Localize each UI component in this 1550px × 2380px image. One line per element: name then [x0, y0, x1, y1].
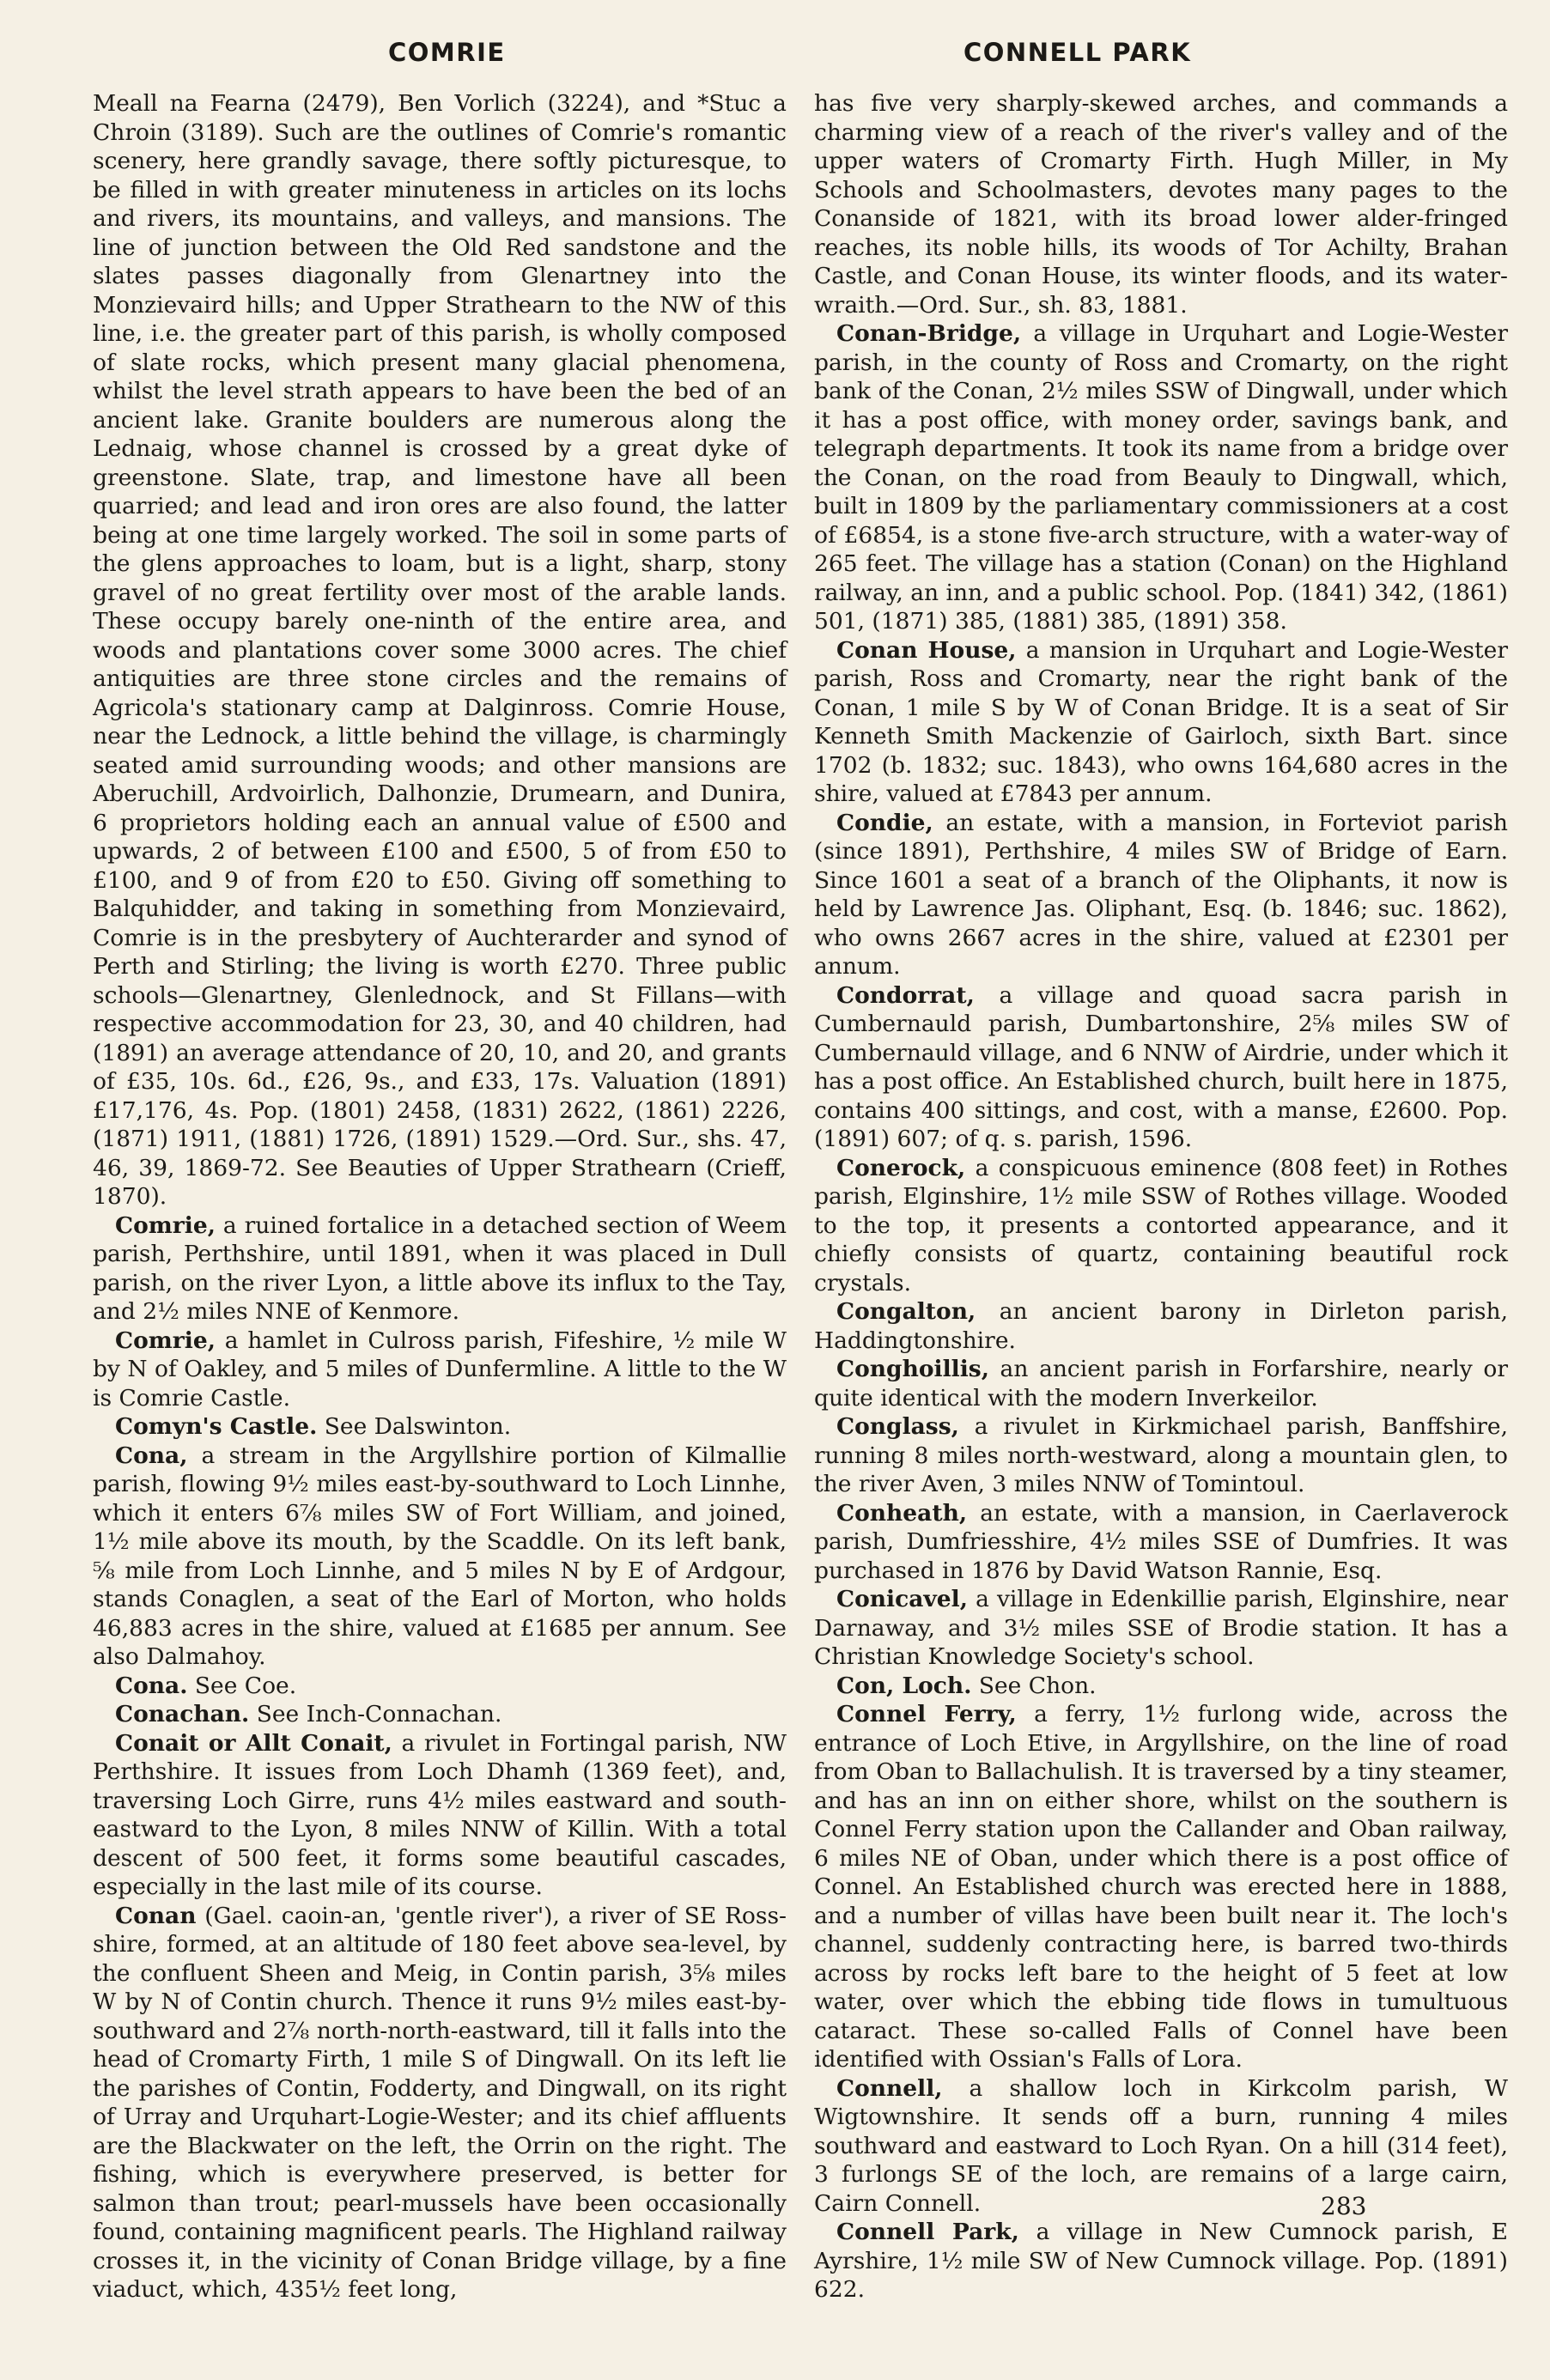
entry-continuation: has five very sharply-skewed arches, and commands a charming view of a reach of the river's valley and of the upper waters of Cromarty Firth. Hugh Miller, in My Schools and Schoolmasters, devotes many pages to the Conanside of 1821, with its broad lower alder-fringed reaches, its noble hills, its woods of Tor Achilty, Brahan Castle, and Conan House, its winter floods, and its water-wraith.—Ord. Sur., sh. 83, 1881.: [814, 90, 1508, 319]
entry-continuation: Meall na Fearna (2479), Ben Vorlich (3224), and *Stuc a Chroin (3189). Such are the outlines of Comrie's romantic scenery, here grandly savage, there softly picturesque, to be filled in with greater minuteness in articles on its lochs and rivers, its mountains, and valleys, and mansions. The line of junction between the Old Red sandstone and the slates passes diagonally from Glenartney into the Monzievaird hills; and Upper Strathearn to the NW of this line, i.e. the greater part of this parish, is wholly composed of slate rocks, which present many glacial phenomena, whilst the level strath appears to have been the bed of an ancient lake. Granite boulders are numerous along the Lednaig, whose channel is crossed by a great dyke of greenstone. Slate, trap, and limestone have all been quarried; and lead and iron ores are also found, the latter being at one time largely worked. The soil in some parts of the glens approaches to loam, but is a light, sharp, stony gravel of no great fertility over most of the arable lands. These occupy barely one-ninth of the entire area, and woods and plantations cover some 3000 acres. The chief antiquities are three stone circles and the remains of Agricola's stationary camp at Dalginross. Comrie House, near the Lednock, a little behind the village, is charmingly seated amid surrounding woods; and other mansions are Aberuchill, Ardvoirlich, Dalhonzie, Drumearn, and Dunira, 6 proprietors holding each an annual value of £500 and upwards, 2 of between £100 and £500, 5 of from £50 to £100, and 9 of from £20 to £50. Giving off something to Balquhidder, and taking in something from Monzievaird, Comrie is in the presbytery of Auchterarder and synod of Perth and Stirling; the living is worth £270. Three public schools—Glenartney, Glenlednock, and St Fillans—with respective accommodation for 23, 30, and 40 children, had (1891) an average attendance of 20, 10, and 20, and grants of £35, 10s. 6d., £26, 9s., and £33, 17s. Valuation (1891) £17,176, 4s. Pop. (1801) 2458, (1831) 2622, (1861) 2226, (1871) 1911, (1881) 1726, (1891) 1529.—Ord. Sur., shs. 47, 46, 39, 1869-72. See Beauties of Upper Strathearn (Crieff, 1870).: [93, 90, 787, 1210]
entry-headword: Conait or Allt Conait,: [115, 1729, 392, 1757]
gazetteer-entry: [814, 1700, 1508, 2074]
gazetteer-entry: [93, 1729, 787, 1902]
entry-text: a shallow loch in Kirkcolm parish, W Wigtownshire. It sends off a burn, running 4 miles southward and eastward to Loch Ryan. On a hill (314 feet), 3 furlongs SE of the loch, are remains of a large cairn, Cairn Connell.: [814, 2074, 1508, 2217]
gazetteer-entry: [814, 1154, 1508, 1298]
running-head-right: CONNELL PARK: [963, 38, 1192, 67]
entry-headword: Comrie,: [115, 1327, 216, 1354]
entry-text: a rivulet in Kirkmichael parish, Banffshire, running 8 miles north-westward, along a mountain glen, to the river Aven, 3 miles NNW of Tomintoul.: [814, 1413, 1508, 1497]
gazetteer-entry: [814, 2218, 1508, 2304]
entry-text: an ancient barony in Dirleton parish, Haddingtonshire.: [814, 1298, 1508, 1354]
gazetteer-entry: [814, 1297, 1508, 1355]
gazetteer-entry: [93, 1700, 787, 1729]
entry-text: a ferry, 1½ furlong wide, across the entrance of Loch Etive, in Argyllshire, on the line of road from Oban to Ballachulish. It is traversed by a tiny steamer, and has an inn on either shore, whilst on the southern is Connel Ferry station upon the Callander and Oban railway, 6 miles NE of Oban, under which there is a post office of Connel. An Established church was erected here in 1888, and a number of villas have been built near it. The loch's channel, suddenly contracting here, is barred two-thirds across by rocks left bare to the height of 5 feet at low water, over which the ebbing tide flows in tumultuous cataract. These so-called Falls of Connel have been identified with Ossian's Falls of Lora.: [814, 1701, 1508, 2073]
page-number: 283: [1321, 2192, 1367, 2220]
entry-headword: Conan: [115, 1902, 197, 1929]
gazetteer-entry: [93, 1211, 787, 1327]
gazetteer-entry: [93, 1672, 787, 1701]
entry-text: a hamlet in Culross parish, Fifeshire, ½ mile W by N of Oakley, and 5 miles of Dunfermline. A little to the W is Comrie Castle.: [93, 1327, 787, 1412]
entry-text: See Inch-Connachan.: [249, 1701, 502, 1727]
gazetteer-entry: [814, 636, 1508, 809]
gazetteer-entry: [814, 981, 1508, 1154]
entry-headword: Cona.: [115, 1672, 188, 1699]
entry-headword: Conachan.: [115, 1701, 250, 1727]
entry-headword: Conghoillis,: [836, 1356, 989, 1382]
entry-text: a ruined fortalice in a detached section of Weem parish, Perthshire, until 1891, when it was placed in Dull parish, on the river Lyon, a little above its influx to the Tay, and 2½ miles NNE of Kenmore.: [93, 1211, 787, 1325]
entry-text: (Gael. caoin-an, 'gentle river'), a river of SE Ross-shire, formed, at an altitude of 180 feet above sea-level, by the confluent Sheen and Meig, in Contin parish, 3⅝ miles W by N of Contin church. Thence it runs 9½ miles east-by-southward and 2⅞ north-north-eastward, till it falls into the head of Cromarty Firth, 1 mile S of Dingwall. On its left lie the parishes of Contin, Fodderty, and Dingwall, on its right of Urray and Urquhart-Logie-Wester; and its chief affluents are the Blackwater on the left, the Orrin on the right. The fishing, which is everywhere preserved, is better for salmon than trout; pearl-mussels have been occasionally found, containing magnificent pearls. The Highland railway crosses it, in the vicinity of Conan Bridge village, by a fine viaduct, which, 435½ feet long,: [93, 1902, 787, 2303]
gazetteer-entry: [93, 1902, 787, 2304]
entry-headword: Connel Ferry,: [836, 1701, 1017, 1727]
entry-headword: Con, Loch.: [836, 1672, 972, 1699]
entry-headword: Comrie,: [115, 1211, 216, 1239]
entry-text: See Coe.: [187, 1672, 297, 1699]
gazetteer-entry: [814, 1672, 1508, 1701]
entry-text: a rivulet in Fortingal parish, NW Perthshire. It issues from Loch Dhamh (1369 feet), and, traversing Loch Girre, runs 4½ miles eastward and south-eastward to the Lyon, 8 miles NNW of Killin. With a total descent of 500 feet, it forms some beautiful cascades, especially in the last mile of its course.: [93, 1729, 787, 1900]
gazetteer-entry: [93, 1327, 787, 1413]
entry-text: an ancient parish in Forfarshire, nearly or quite identical with the modern Inverkeilor.: [814, 1356, 1508, 1412]
entry-headword: Connell Park,: [836, 2219, 1019, 2245]
entry-headword: Conheath,: [836, 1499, 968, 1527]
left-column: [93, 89, 787, 2304]
entry-headword: Conan-Bridge,: [836, 320, 1022, 347]
gazetteer-entry: [814, 1499, 1508, 1586]
entry-headword: Conglass,: [836, 1413, 959, 1440]
entry-headword: Condorrat,: [836, 981, 975, 1009]
entry-headword: Congalton,: [836, 1298, 976, 1325]
entry-text: a stream in the Argyllshire portion of Kilmallie parish, flowing 9½ miles east-by-southward to Loch Linnhe, which it enters 6⅞ miles SW of Fort William, and joined, 1½ mile above its mouth, by the Scaddle. On its left bank, ⅝ mile from Loch Linnhe, and 5 miles N by E of Ardgour, stands Conaglen, a seat of the Earl of Morton, who holds 46,883 acres in the shire, valued at £1685 per annum. See also Dalmahoy.: [93, 1442, 787, 1670]
entry-headword: Connell,: [836, 2074, 943, 2102]
gazetteer-entry: [814, 1585, 1508, 1672]
entry-text: See Chon.: [971, 1672, 1097, 1699]
running-head-left: COMRIE: [388, 38, 506, 67]
entry-text: See Dalswinton.: [317, 1413, 512, 1440]
entry-text: a village in New Cumnock parish, E Ayrshire, 1½ mile SW of New Cumnock village. Pop. (1891) 622.: [814, 2219, 1508, 2303]
gazetteer-entry: [814, 2074, 1508, 2219]
entry-text: a village and quoad sacra parish in Cumbernauld parish, Dumbartonshire, 2⅝ miles SW of Cumbernauld village, and 6 NNW of Airdrie, under which it has a post office. An Established church, built here in 1875, contains 400 sittings, and cost, with a manse, £2600. Pop. (1891) 607; of q. s. parish, 1596.: [814, 981, 1508, 1152]
gazetteer-entry: [93, 1442, 787, 1672]
gazetteer-entry: [814, 1355, 1508, 1412]
entry-headword: Condie,: [836, 809, 933, 836]
entry-headword: Comyn's Castle.: [115, 1413, 318, 1440]
gazetteer-entry: [814, 319, 1508, 636]
entry-headword: Conan House,: [836, 636, 1017, 664]
entry-text: a mansion in Urquhart and Logie-Wester parish, Ross and Cromarty, near the right bank of the Conan, 1 mile S by W of Conan Bridge. It is a seat of Sir Kenneth Smith Mackenzie of Gairloch, sixth Bart. since 1702 (b. 1832; suc. 1843), who owns 164,680 acres in the shire, valued at £7843 per annum.: [814, 636, 1508, 807]
entry-text: an estate, with a mansion, in Forteviot parish (since 1891), Perthshire, 4 miles SW of Bridge of Earn. Since 1601 a seat of a branch of the Oliphants, it now is held by Lawrence Jas. Oliphant, Esq. (b. 1846; suc. 1862), who owns 2667 acres in the shire, valued at £2301 per annum.: [814, 809, 1508, 980]
entry-headword: Cona,: [115, 1442, 188, 1469]
entry-text: an estate, with a mansion, in Caerlaverock parish, Dumfriesshire, 4½ miles SSE of Dumfries. It was purchased in 1876 by David Watson Rannie, Esq.: [814, 1499, 1508, 1584]
gazetteer-entry: [814, 809, 1508, 981]
entry-headword: Conerock,: [836, 1154, 966, 1181]
gazetteer-entry: [93, 1412, 787, 1442]
entry-text: a village in Edenkillie parish, Elginshire, near Darnaway, and 3½ miles SSE of Brodie station. It has a Christian Knowledge Society's school.: [814, 1586, 1508, 1670]
entry-headword: Conicavel,: [836, 1586, 968, 1612]
gazetteer-entry: [814, 1412, 1508, 1499]
entry-text: a village in Urquhart and Logie-Wester parish, in the county of Ross and Cromarty, on the right bank of the Conan, 2½ miles SSW of Dingwall, under which it has a post office, with money order, savings bank, and telegraph departments. It took its name from a bridge over the Conan, on the road from Beauly to Dingwall, which, built in 1809 by the parliamentary commissioners at a cost of £6854, is a stone five-arch structure, with a water-way of 265 feet. The village has a station (Conan) on the Highland railway, an inn, and a public school. Pop. (1841) 342, (1861) 501, (1871) 385, (1881) 385, (1891) 358.: [814, 320, 1508, 634]
right-column: [814, 89, 1508, 2304]
entry-text: a conspicuous eminence (808 feet) in Rothes parish, Elginshire, 1½ mile SSW of Rothes village. Wooded to the top, it presents a contorted appearance, and it chiefly consists of quartz, containing beautiful rock crystals.: [814, 1154, 1508, 1296]
